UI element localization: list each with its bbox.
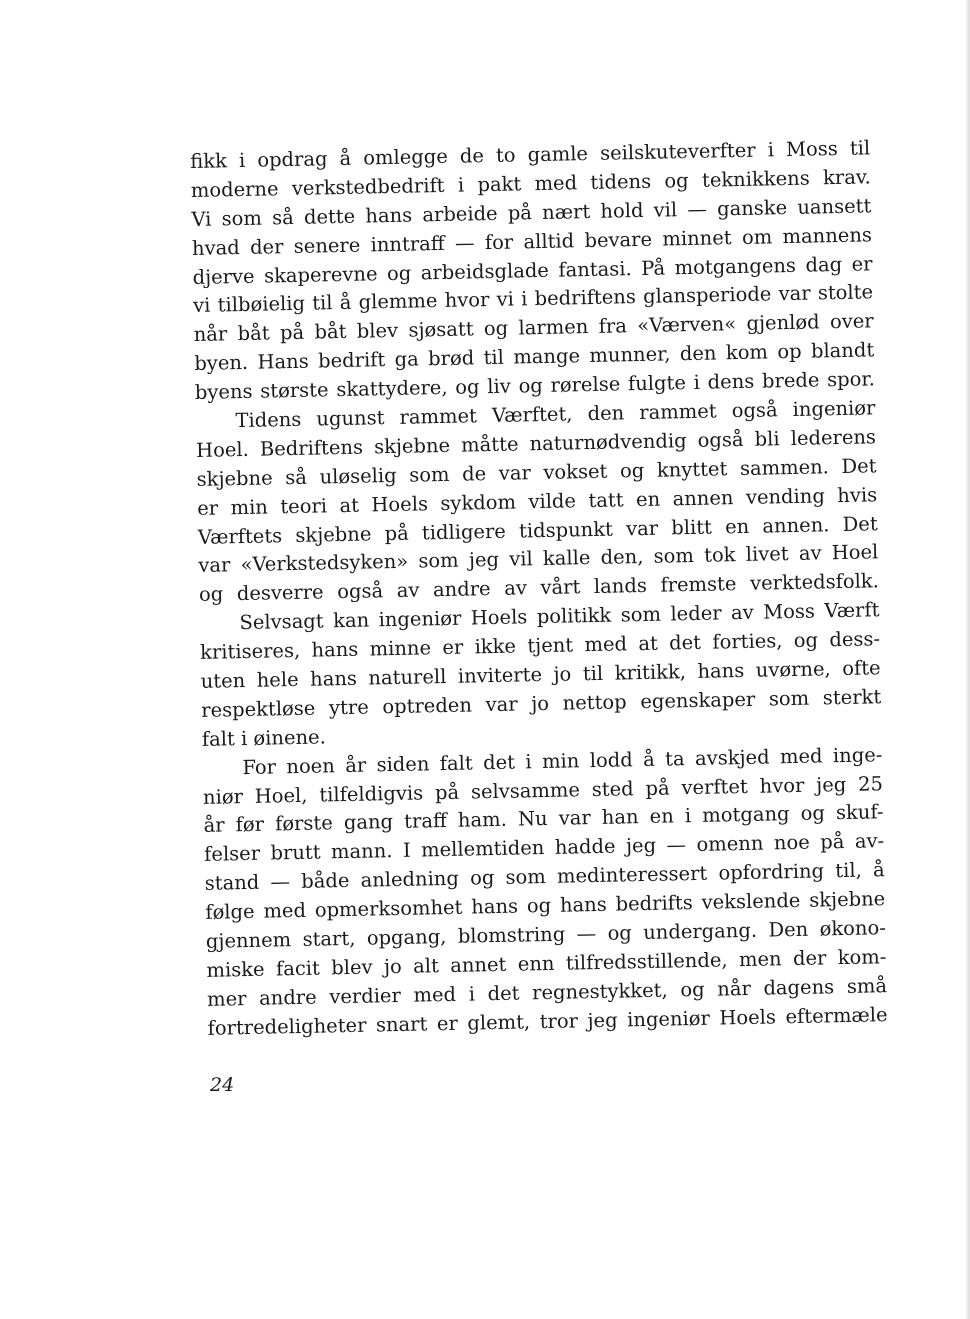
text-line: var «Verkstedsyken» som jeg vil kalle den, som tok livet av Hoel xyxy=(198,540,879,578)
text-line: og desverre også av andre av vårt lands fremste verktedsfolk. xyxy=(198,569,880,607)
text-line: kritiseres, hans minne er ikke tjent med at det forties, og dess- xyxy=(199,627,881,665)
text-line: felser brutt mann. I mellemtiden hadde jeg — omenn noe på av- xyxy=(203,829,885,867)
text-line: fikk i opdrag å omlegge de to gamle seilskuteverfter i Moss til xyxy=(190,136,871,173)
body-text xyxy=(190,134,888,1043)
text-line: byen. Hans bedrift ga brød til mange munner, den kom op blandt xyxy=(194,338,875,376)
text-line: fortredeligheter snart er glemt, tror jeg ingeniør Hoels eftermæle xyxy=(207,1002,888,1040)
text-line: respektløse ytre optreden var jo nettop egenskaper som sterkt xyxy=(201,685,882,722)
text-line: er min teori at Hoels sykdom vilde tatt en annen vending hvis xyxy=(196,482,878,520)
text-line: gjennem start, opgang, blomstring — og undergang. Den økono- xyxy=(205,916,887,953)
text-line: Selvsagt kan ingeniør Hoels politikk som leder av Moss Værft xyxy=(239,598,880,635)
text-line: Værftets skjebne på tidligere tidspunkt var blitt en annen. Det xyxy=(197,511,878,549)
page-edge xyxy=(966,0,970,1319)
text-line: moderne verkstedbedrift i pakt med tidens og teknikkens krav. xyxy=(190,165,871,202)
text-line: miske facit blev jo alt annet enn tilfredsstillende, men der kom- xyxy=(206,945,887,982)
text-line: uten hele hans naturell inviterte jo til kritikk, hans uvørne, ofte xyxy=(200,656,881,693)
text-line: falt i øinene. xyxy=(201,725,327,751)
text-line: Vi som så dette hans arbeide på nært hold vil — ganske uansett xyxy=(191,194,872,231)
text-line: år før første gang traff ham. Nu var han en i motgang og skuf- xyxy=(203,800,884,838)
text-line: For noen år siden falt det i min lodd å ta avskjed med inge- xyxy=(242,742,883,779)
text-line: hvad der senere inntraff — for alltid bevare minnet om mannens xyxy=(191,223,873,260)
text-line: mer andre verdier med i det regnestykket, og når dagens små xyxy=(206,974,888,1011)
text-line: djerve skaperevne og arbeidsglade fantasi. På motgangens dag er xyxy=(192,251,873,289)
text-line: følge med opmerksomhet hans og hans bedrifts vekslende skjebne xyxy=(205,887,886,924)
text-line: vi tilbøielig til å glemme hvor vi i bedriftens glansperiode var stolte xyxy=(192,280,874,318)
text-line: skjebne så uløselig som de var vokset og knyttet sammen. Det xyxy=(196,454,877,491)
text-line: stand — både anledning og som medinteressert opfordring til, å xyxy=(204,858,885,896)
text-line: byens største skattydere, og liv og rørelse fulgte i dens brede spor. xyxy=(194,367,876,405)
text-line: Hoel. Bedriftens skjebne måtte naturnødvendig også bli lederens xyxy=(195,425,877,462)
text-line: når båt på båt blev sjøsatt og larmen fra «Værven« gjenlød over xyxy=(193,309,874,347)
page-number: 24 xyxy=(210,1074,235,1096)
text-line: Tidens ugunst rammet Værftet, den rammet også ingeniør xyxy=(235,396,876,433)
text-line: niør Hoel, tilfeldigvis på selvsamme sted på verftet hvor jeg 25 xyxy=(202,771,884,809)
